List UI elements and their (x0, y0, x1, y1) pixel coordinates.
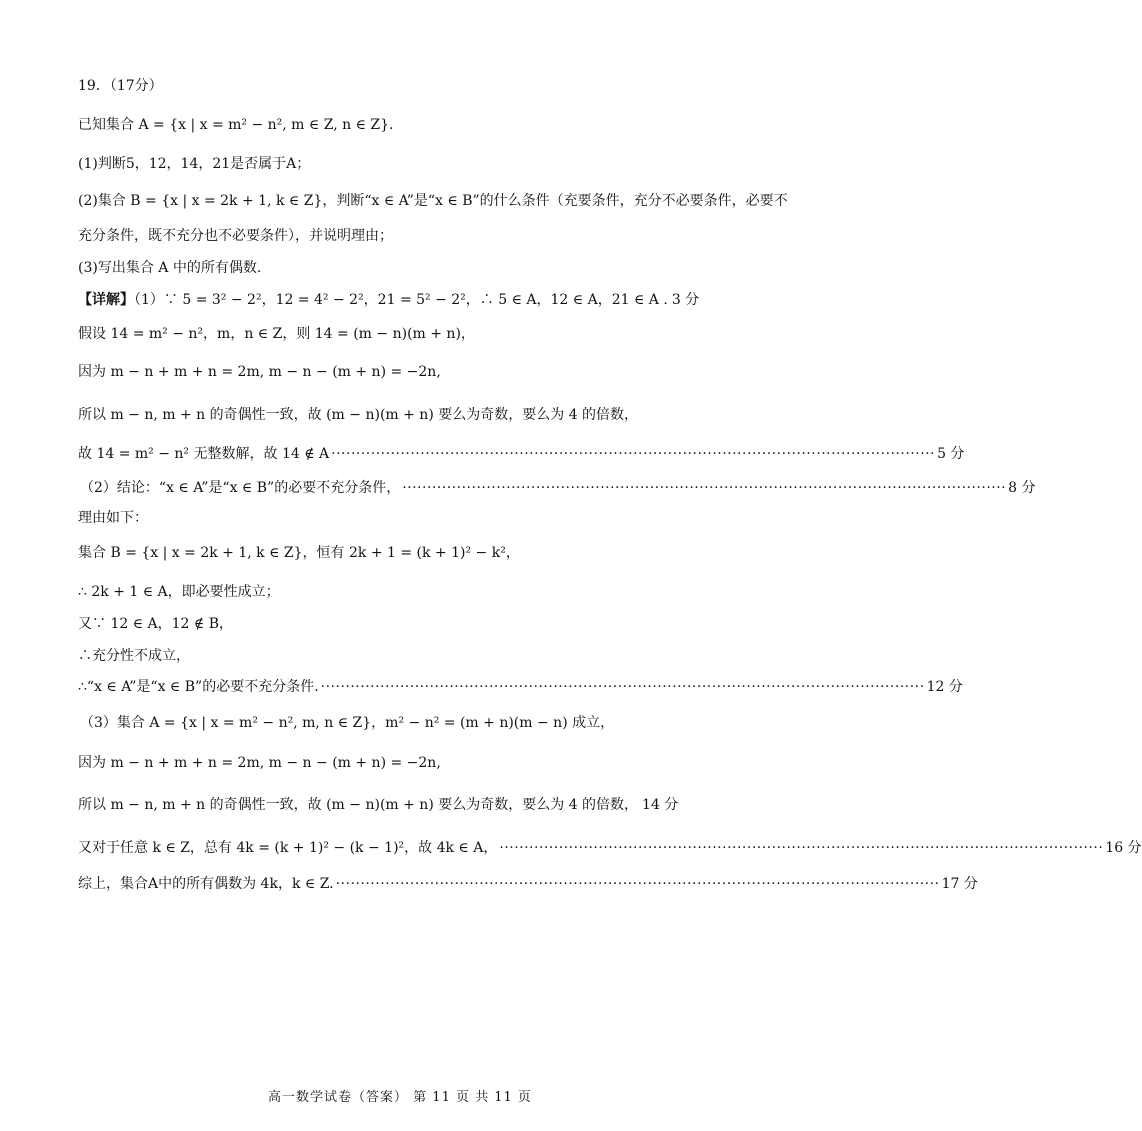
solution-step-5 (78, 444, 965, 464)
solution-step-17 (78, 874, 978, 894)
answer-page (78, 0, 1142, 1131)
question-1: (1)判断5，12，14，21是否属于A； (78, 156, 311, 172)
solution-step-13: （3）集合 A = {x | x = m² − n², m, n ∈ Z}，m² − n² = (m + n)(m − n) 成立， (80, 715, 615, 731)
score-5: 5 分 (937, 446, 965, 462)
leader-dots: ·························································································································· (499, 840, 1104, 856)
solution-step-10: 又∵ 12 ∈ A，12 ∉ B， (78, 616, 234, 632)
problem-given-set: 已知集合 A = {x | x = m² − n², m ∈ Z, n ∈ Z}． (78, 117, 404, 133)
solution-step-1 (78, 290, 700, 310)
leader-dots: ·························································································································· (331, 446, 936, 462)
score-17: 17 分 (941, 876, 978, 892)
score-16: 16 分 (1105, 840, 1142, 856)
solution-step-5-text: 故 14 = m² − n² 无整数解，故 14 ∉ A (78, 446, 330, 462)
solution-step-8: 集合 B = {x | x = 2k + 1, k ∈ Z}，恒有 2k + 1 = (k + 1)² − k²， (78, 545, 520, 561)
solution-step-11: ∴充分性不成立， (78, 648, 190, 664)
solution-step-3: 因为 m − n + m + n = 2m, m − n − (m + n) = −2n, (78, 364, 441, 380)
solution-step-16 (78, 838, 1142, 858)
solution-step-17-text: 综上，集合A中的所有偶数为 4k，k ∈ Z. (78, 876, 334, 892)
solution-step-2: 假设 14 = m² − n²，m，n ∈ Z，则 14 = (m − n)(m + n)， (78, 326, 475, 342)
solution-step-12-text: ∴“x ∈ A”是“x ∈ B”的必要不充分条件. (78, 679, 319, 695)
leader-dots: ·························································································································· (320, 679, 925, 695)
problem-number: 19．（17分） (78, 78, 163, 94)
page-footer: 高一数学试卷（答案） 第 11 页 共 11 页 (268, 1090, 532, 1105)
leader-dots: ·························································································································· (402, 480, 1007, 496)
solution-step-12 (78, 677, 963, 697)
solution-step-7: 理由如下： (78, 510, 148, 526)
solution-step-1-text: （1）∵ 5 = 3² − 2²，12 = 4² − 2²，21 = 5² − 2²，∴ 5 ∈ A，12 ∈ A，21 ∈ A . (134, 292, 668, 308)
solution-step-9: ∴ 2k + 1 ∈ A，即必要性成立； (78, 584, 280, 600)
solution-step-6-text: （2）结论：“x ∈ A”是“x ∈ B”的必要不充分条件， (80, 480, 401, 496)
solution-step-15-text: 所以 m − n, m + n 的奇偶性一致，故 (m − n)(m + n) 要么为奇数，要么为 4 的倍数， (78, 797, 639, 813)
score-3: 3 分 (671, 292, 700, 308)
solution-step-15 (78, 795, 679, 815)
score-8: 8 分 (1008, 480, 1036, 496)
leader-dots: ·························································································································· (335, 876, 940, 892)
solution-step-16-text: 又对于任意 k ∈ Z，总有 4k = (k + 1)² − (k − 1)²，故 4k ∈ A， (78, 840, 498, 856)
solution-step-4: 所以 m − n, m + n 的奇偶性一致，故 (m − n)(m + n) 要么为奇数，要么为 4 的倍数， (78, 407, 639, 423)
score-14: 14 分 (642, 797, 679, 813)
solution-label: 【详解】 (78, 292, 134, 308)
question-2-line-2: 充分条件，既不充分也不必要条件），并说明理由； (78, 228, 393, 244)
question-3: (3)写出集合 A 中的所有偶数. (78, 260, 262, 276)
score-12: 12 分 (926, 679, 963, 695)
solution-step-14: 因为 m − n + m + n = 2m, m − n − (m + n) = −2n, (78, 755, 441, 771)
solution-step-6 (80, 478, 1036, 498)
question-2-line-1: (2)集合 B = {x | x = 2k + 1, k ∈ Z}，判断“x ∈ A”是“x ∈ B”的什么条件（充要条件，充分不必要条件，必要不 (78, 193, 788, 209)
